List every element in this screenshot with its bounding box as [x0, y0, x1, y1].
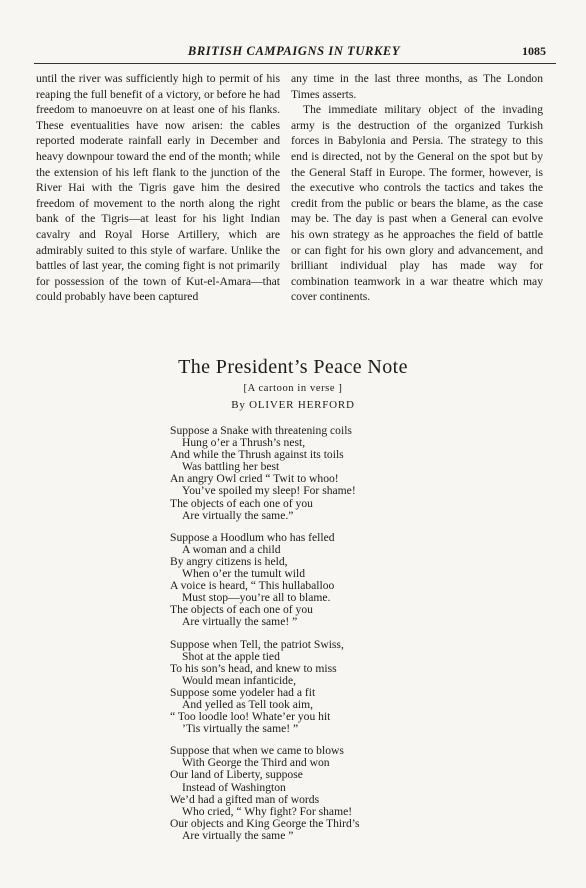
poem-line: Are virtually the same ” [182, 828, 294, 842]
poem-line: A woman and a child [182, 542, 281, 556]
poem-subtitle: [A cartoon in verse ] [243, 383, 343, 394]
poem-line: Are virtually the same.” [182, 508, 294, 522]
poem-line: Our objects and King George the Third’s [170, 816, 360, 830]
poem-line: We’d had a gifted man of words [170, 792, 320, 806]
poem-line: ’Tis virtually the same! ” [182, 722, 299, 736]
poem-line: “ Too loodle loo! Whate’er you hit [170, 710, 331, 724]
poem-line: Suppose a Hoodlum who has felled [170, 530, 335, 544]
poem-line: When o’er the tumult wild [182, 567, 305, 581]
poem-line: Who cried, “ Why fight? For shame! [182, 804, 353, 818]
poem-stanza-3 [170, 639, 470, 736]
poem-line: Hung o’er a Thrush’s nest, [182, 436, 306, 450]
poem-body [170, 425, 470, 852]
poem-line: With George the Third and won [182, 756, 330, 770]
right-column-paragraph-2: The immediate military object of the invading army is the destruction of the organized Turkish forces in Babylonia and Persia. The strategy to this end is directed, not by the General on the spot but by the General Staff in Europe. The former, however, is the executive who controls the tactics and takes the credit from the public or bears the blame, as the case may be. The day is past when a General can evolve his own strategy as he approaches the field of battle or can fight for his own glory and advancement, and brilliant individual play has made way for combination teamwork in a war theatre which may cover continents. [291, 103, 543, 304]
poem-line: To his son’s head, and knew to miss [170, 661, 337, 675]
poem-line: A voice is heard, “ This hullaballoo [170, 579, 335, 593]
poem-line: Suppose that when we came to blows [170, 744, 344, 758]
poem-line: Suppose some yodeler had a fit [170, 685, 316, 699]
poem-stanza-1 [170, 425, 470, 522]
poem-line: Was battling her best [182, 460, 280, 474]
poem-stanza-2 [170, 532, 470, 629]
poem-line: An angry Owl cried “ Twit to whoo! [170, 472, 339, 486]
poem-line: Our land of Liberty, suppose [170, 768, 303, 782]
right-column-paragraph-1: any time in the last three months, as The London Times asserts. [291, 72, 543, 101]
poem-line: And while the Thrush against its toils [170, 448, 344, 462]
poem-line: The objects of each one of you [170, 496, 313, 510]
poem-line: By angry citizens is held, [170, 554, 288, 568]
page-number: 1085 [522, 44, 546, 58]
poem-line: Shot at the apple tied [182, 649, 280, 663]
poem-title: The President’s Peace Note [178, 356, 408, 378]
poem-line: You’ve spoiled my sleep! For shame! [182, 484, 356, 498]
right-column [291, 71, 543, 305]
header-rule [34, 63, 556, 64]
poem-line: Suppose a Snake with threatening coils [170, 424, 352, 437]
running-head-title: BRITISH CAMPAIGNS IN TURKEY [187, 44, 401, 58]
poem-line: Instead of Washington [182, 780, 286, 794]
poem-stanza-4 [170, 745, 470, 842]
running-header [34, 44, 554, 62]
poem-line: Suppose when Tell, the patriot Swiss, [170, 637, 344, 651]
poem-line: Must stop—you’re all to blame. [182, 591, 331, 605]
poem-line: The objects of each one of you [170, 603, 313, 617]
poem-line: And yelled as Tell took aim, [182, 697, 313, 711]
left-column [36, 71, 280, 305]
poem-line: Are virtually the same! ” [182, 615, 298, 629]
left-column-paragraph: until the river was sufficiently high to permit of his reaping the full benefit of a victory, or before he had freedom to manoeuvre on at least one of his flanks. These eventualities have now arisen: the cables reported moderate rainfall early in December and heavy downpour toward the end of the month; while the extension of his left flank to the junction of the River Hai with the Tigris gave him the desired freedom of movement to the north along the right bank of the Tigris—at least for his light Indian cavalry and Royal Horse Artillery, which are admirably suited to this style of warfare. Unlike the battles of last year, the coming fight is not primarily for possession of the town of Kut-el-Amara—that could probably have been captured [36, 72, 280, 304]
poem-line: Would mean infanticide, [182, 673, 297, 687]
poem-byline: By OLIVER HERFORD [231, 399, 355, 411]
